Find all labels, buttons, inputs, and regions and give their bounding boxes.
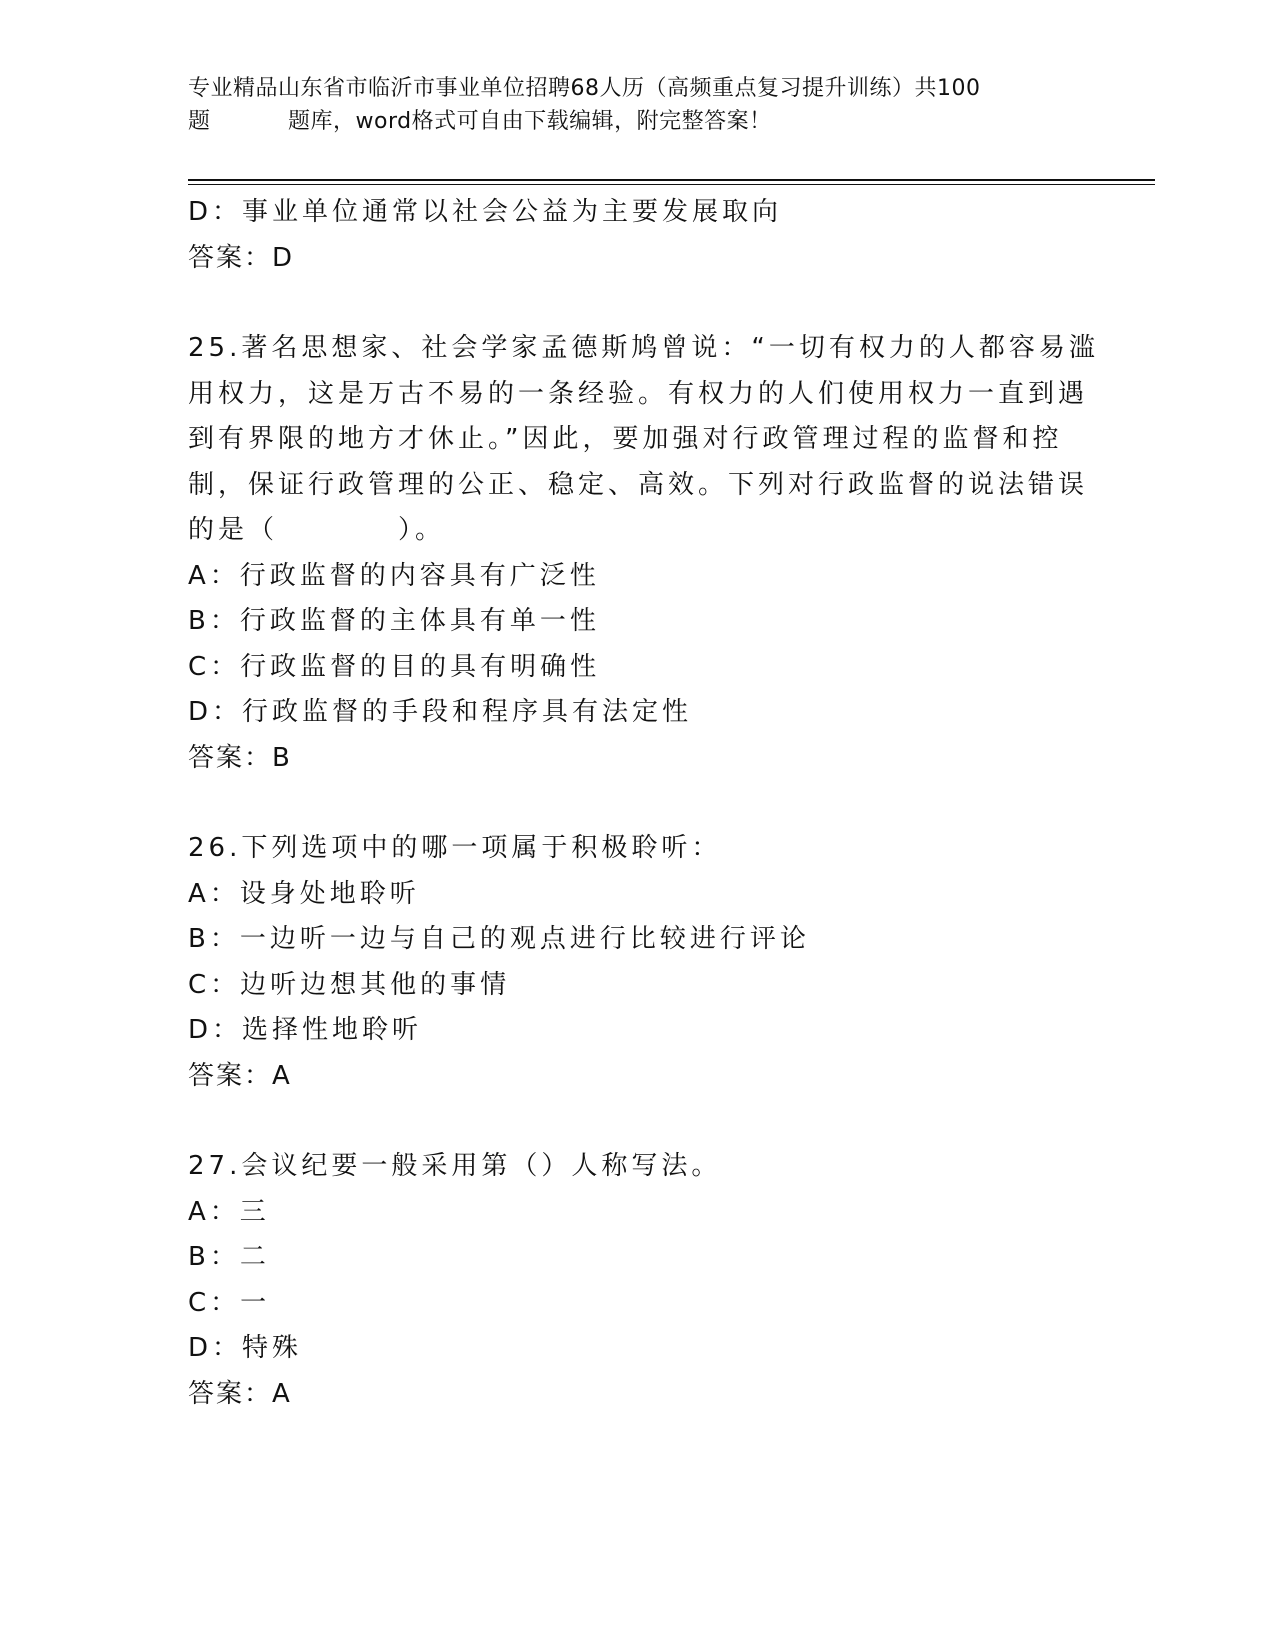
question-item — [188, 1144, 1088, 1417]
answer-value: B — [272, 742, 292, 773]
option-b: B：行政监督的主体具有单一性 — [188, 606, 600, 636]
option-d: D：事业单位通常以社会公益为主要发展取向 — [188, 197, 783, 227]
option-a: A：行政监督的内容具有广泛性 — [188, 560, 600, 591]
answer-value: A — [272, 1378, 292, 1409]
question-stem-line: 到有界限的地方才休止。”因此，要加强对行政管理过程的监督和控 — [188, 424, 1063, 454]
answer-line — [188, 1054, 1088, 1100]
option-c: C：边听边想其他的事情 — [188, 969, 511, 1000]
option-c: C：一 — [188, 1287, 271, 1318]
partial-question — [188, 190, 1088, 281]
option-d: D：特殊 — [188, 1333, 303, 1363]
question-stem-line: 27.会议纪要一般采用第（）人称写法。 — [188, 1151, 722, 1181]
question-list — [188, 190, 1099, 1417]
spacer — [188, 281, 1088, 326]
option-b: B：二 — [188, 1242, 270, 1272]
answer-line — [188, 236, 1088, 282]
spacer — [188, 781, 1088, 826]
document-header — [188, 72, 1088, 138]
header-title-line-2 — [188, 105, 1088, 138]
option-c: C：行政监督的目的具有明确性 — [188, 651, 601, 682]
answer-label: 答案： — [188, 742, 273, 773]
spacer — [188, 1099, 1088, 1144]
question-item — [188, 326, 1099, 781]
question-stem-line: 25.著名思想家、社会学家孟德斯鸠曾说：“一切有权力的人都容易滥 — [188, 333, 1099, 363]
answer-value: D — [272, 242, 295, 273]
answer-label: 答案： — [188, 1378, 273, 1409]
header-divider-thick — [188, 179, 1155, 181]
answer-label: 答案： — [188, 1060, 273, 1091]
question-stem-line: 26.下列选项中的哪一项属于积极聆听： — [188, 833, 722, 863]
option-a: A：三 — [188, 1196, 270, 1227]
header-title-fragment: 题 — [188, 109, 211, 134]
header-divider-thin — [188, 184, 1155, 185]
header-subtitle: 题库，word格式可自由下载编辑，附完整答案！ — [288, 109, 772, 134]
answer-value: A — [272, 1060, 292, 1091]
option-b: B：一边听一边与自己的观点进行比较进行评论 — [188, 924, 810, 954]
question-stem-line: 用权力，这是万古不易的一条经验。有权力的人们使用权力一直到遇 — [188, 378, 1089, 409]
answer-label: 答案： — [188, 242, 273, 273]
answer-line — [188, 736, 1088, 782]
answer-line — [188, 1372, 1088, 1418]
header-title-line: 专业精品山东省市临沂市事业单位招聘68人历（高频重点复习提升训练）共100 — [188, 76, 981, 101]
question-stem-line: 的是（ ）。 — [188, 515, 446, 545]
option-d: D：选择性地聆听 — [188, 1015, 423, 1045]
question-item — [188, 826, 1088, 1099]
question-stem-line: 制，保证行政管理的公正、稳定、高效。下列对行政监督的说法错误 — [188, 469, 1089, 500]
option-a: A：设身处地聆听 — [188, 878, 420, 909]
option-d: D：行政监督的手段和程序具有法定性 — [188, 697, 693, 727]
